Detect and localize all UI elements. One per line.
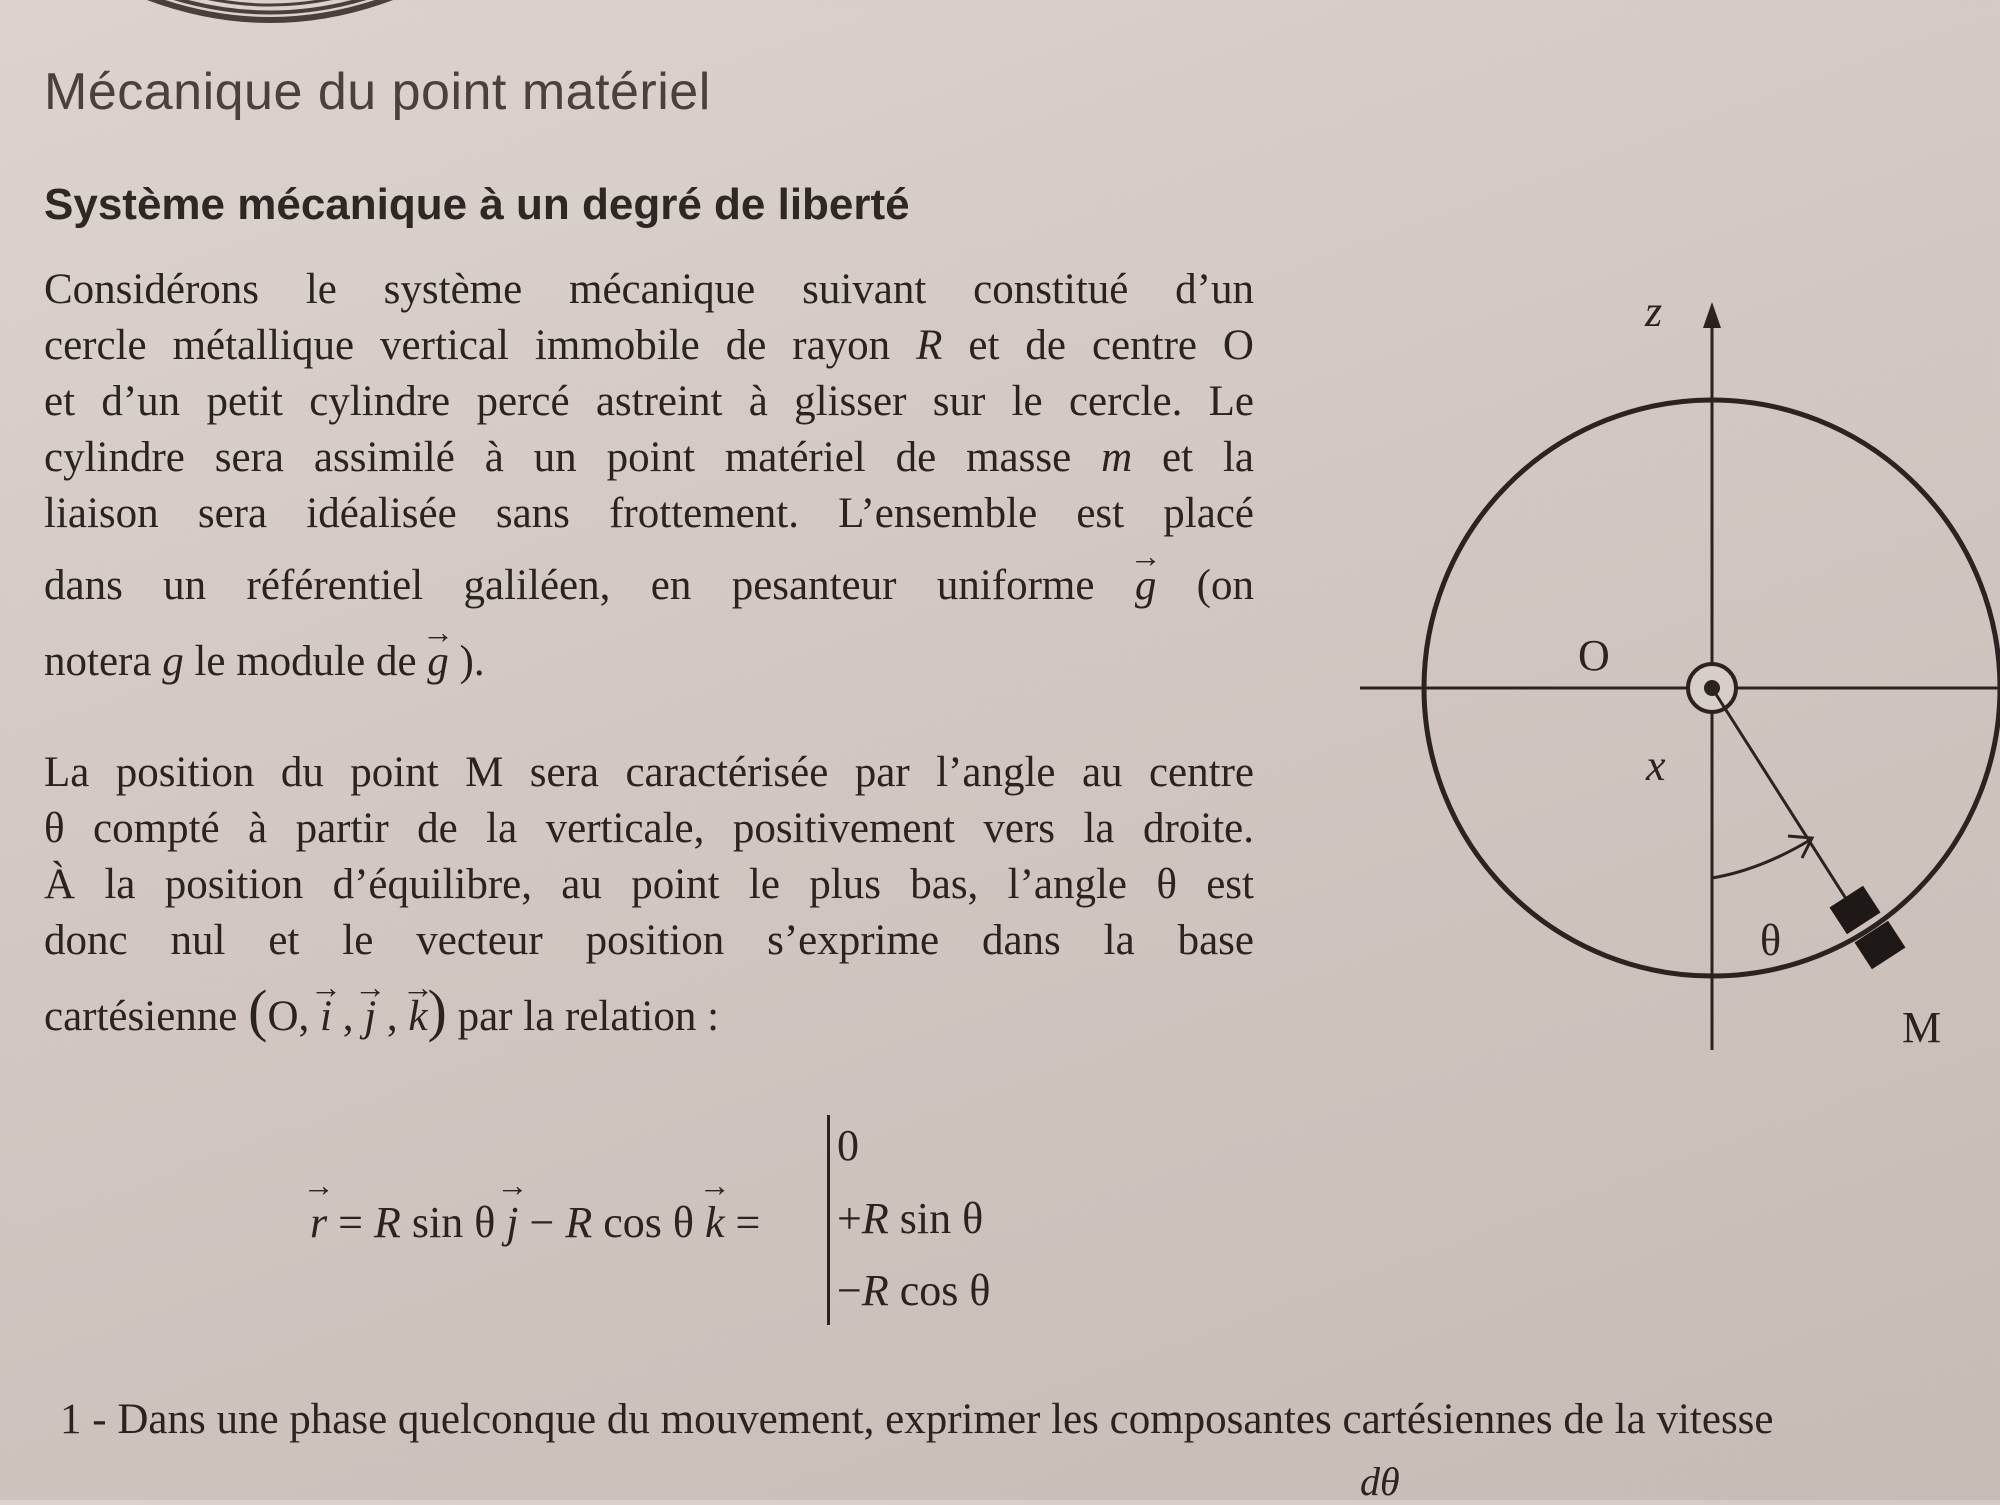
text-span: = xyxy=(724,1198,761,1247)
dtheta-fragment: dθ xyxy=(1360,1459,1400,1504)
symbol-R: R xyxy=(861,1194,889,1243)
symbol-g: g xyxy=(162,638,184,685)
text-span: par la relation : xyxy=(446,993,720,1040)
text-span: O, xyxy=(267,993,321,1040)
vector-component-z xyxy=(837,1265,990,1316)
text-span: − xyxy=(837,1266,862,1315)
text-span: sin θ xyxy=(400,1198,507,1247)
text-line xyxy=(44,318,1254,374)
text-span: − xyxy=(518,1198,566,1247)
equation-left-side xyxy=(310,1197,760,1248)
text-line: donc nul et le vecteur position s’exprime dans la base xyxy=(44,917,1254,964)
circle-diagram xyxy=(1340,280,2000,1080)
symbol-m: m xyxy=(1101,434,1133,481)
text-line: Considérons le système mécanique suivant constitué d’un xyxy=(44,266,1254,313)
paragraph-position xyxy=(44,745,1254,1045)
text-line xyxy=(44,978,1254,1045)
text-span: cos θ xyxy=(888,1266,991,1315)
text-line xyxy=(44,430,1254,486)
decorative-header-shape xyxy=(120,0,420,30)
text-span: cartésienne xyxy=(44,993,249,1040)
section-title: Système mécanique à un degré de liberté xyxy=(44,180,910,229)
label-O: O xyxy=(1578,631,1610,680)
text-span: dans un référentiel galiléen, en pesanteur uniforme xyxy=(44,562,1135,609)
paren-open: ( xyxy=(248,978,268,1043)
paragraph-intro xyxy=(44,262,1254,690)
theta-arc xyxy=(1712,840,1810,878)
vector-i: → i xyxy=(320,989,332,1045)
text-span: + xyxy=(837,1194,862,1243)
vector-j: → j xyxy=(364,989,376,1045)
text-span: et de centre O xyxy=(942,322,1254,369)
circle-diagram-svg xyxy=(1340,280,2000,1080)
text-span: cercle métallique vertical immobile de rayon xyxy=(44,322,917,369)
label-x: x xyxy=(1646,741,1666,790)
symbol-R: R xyxy=(916,322,943,369)
text-span: cylindre sera assimilé à un point matériel de masse xyxy=(44,434,1102,481)
label-z: z xyxy=(1645,287,1663,336)
text-line xyxy=(44,634,1254,690)
chapter-title: Mécanique du point matériel xyxy=(44,63,711,121)
text-line: et d’un petit cylindre percé astreint à glisser sur le cercle. Le xyxy=(44,378,1254,425)
position-vector-equation xyxy=(310,1115,1010,1335)
symbol-R: R xyxy=(861,1266,889,1315)
vector-r: → r xyxy=(310,1197,327,1248)
paren-close: ) xyxy=(427,978,447,1043)
symbol-R: R xyxy=(565,1198,593,1247)
z-axis-arrowhead xyxy=(1703,302,1721,328)
vector-component-y xyxy=(837,1193,983,1244)
text-line: θ compté à partir de la verticale, positivement vers la droite. xyxy=(44,805,1254,852)
text-line: À la position d’équilibre, au point le plus bas, l’angle θ est xyxy=(44,861,1254,908)
vector-j: → j xyxy=(506,1197,518,1248)
vector-component-x: 0 xyxy=(837,1121,859,1170)
text-span: le module de xyxy=(183,638,428,685)
text-line xyxy=(44,558,1254,614)
text-span: , xyxy=(376,993,409,1040)
text-span: (on xyxy=(1156,562,1254,609)
vector-k: → k xyxy=(408,989,427,1045)
question-1: 1 - Dans une phase quelconque du mouvement, exprimer les composantes cartésiennes de la vitesse xyxy=(60,1396,1774,1443)
text-span: sin θ xyxy=(888,1194,984,1243)
text-line: liaison sera idéalisée sans frottement. L’ensemble est placé xyxy=(44,490,1254,537)
vector-g: → g xyxy=(1135,558,1157,614)
column-vector-bar xyxy=(827,1115,830,1325)
text-line: La position du point M sera caractérisée par l’angle au centre xyxy=(44,749,1254,796)
vector-g: → g xyxy=(427,634,449,690)
text-span: et la xyxy=(1132,434,1254,481)
text-span: , xyxy=(331,993,365,1040)
label-M: M xyxy=(1902,1003,1942,1052)
text-span: = xyxy=(327,1198,374,1247)
text-span: notera xyxy=(44,638,163,685)
symbol-R: R xyxy=(373,1198,401,1247)
label-theta: θ xyxy=(1760,916,1782,965)
cylinder-block-outer xyxy=(1855,921,1906,970)
text-span: ). xyxy=(448,638,485,685)
vector-k: → k xyxy=(705,1197,725,1248)
text-span: cos θ xyxy=(592,1198,705,1247)
